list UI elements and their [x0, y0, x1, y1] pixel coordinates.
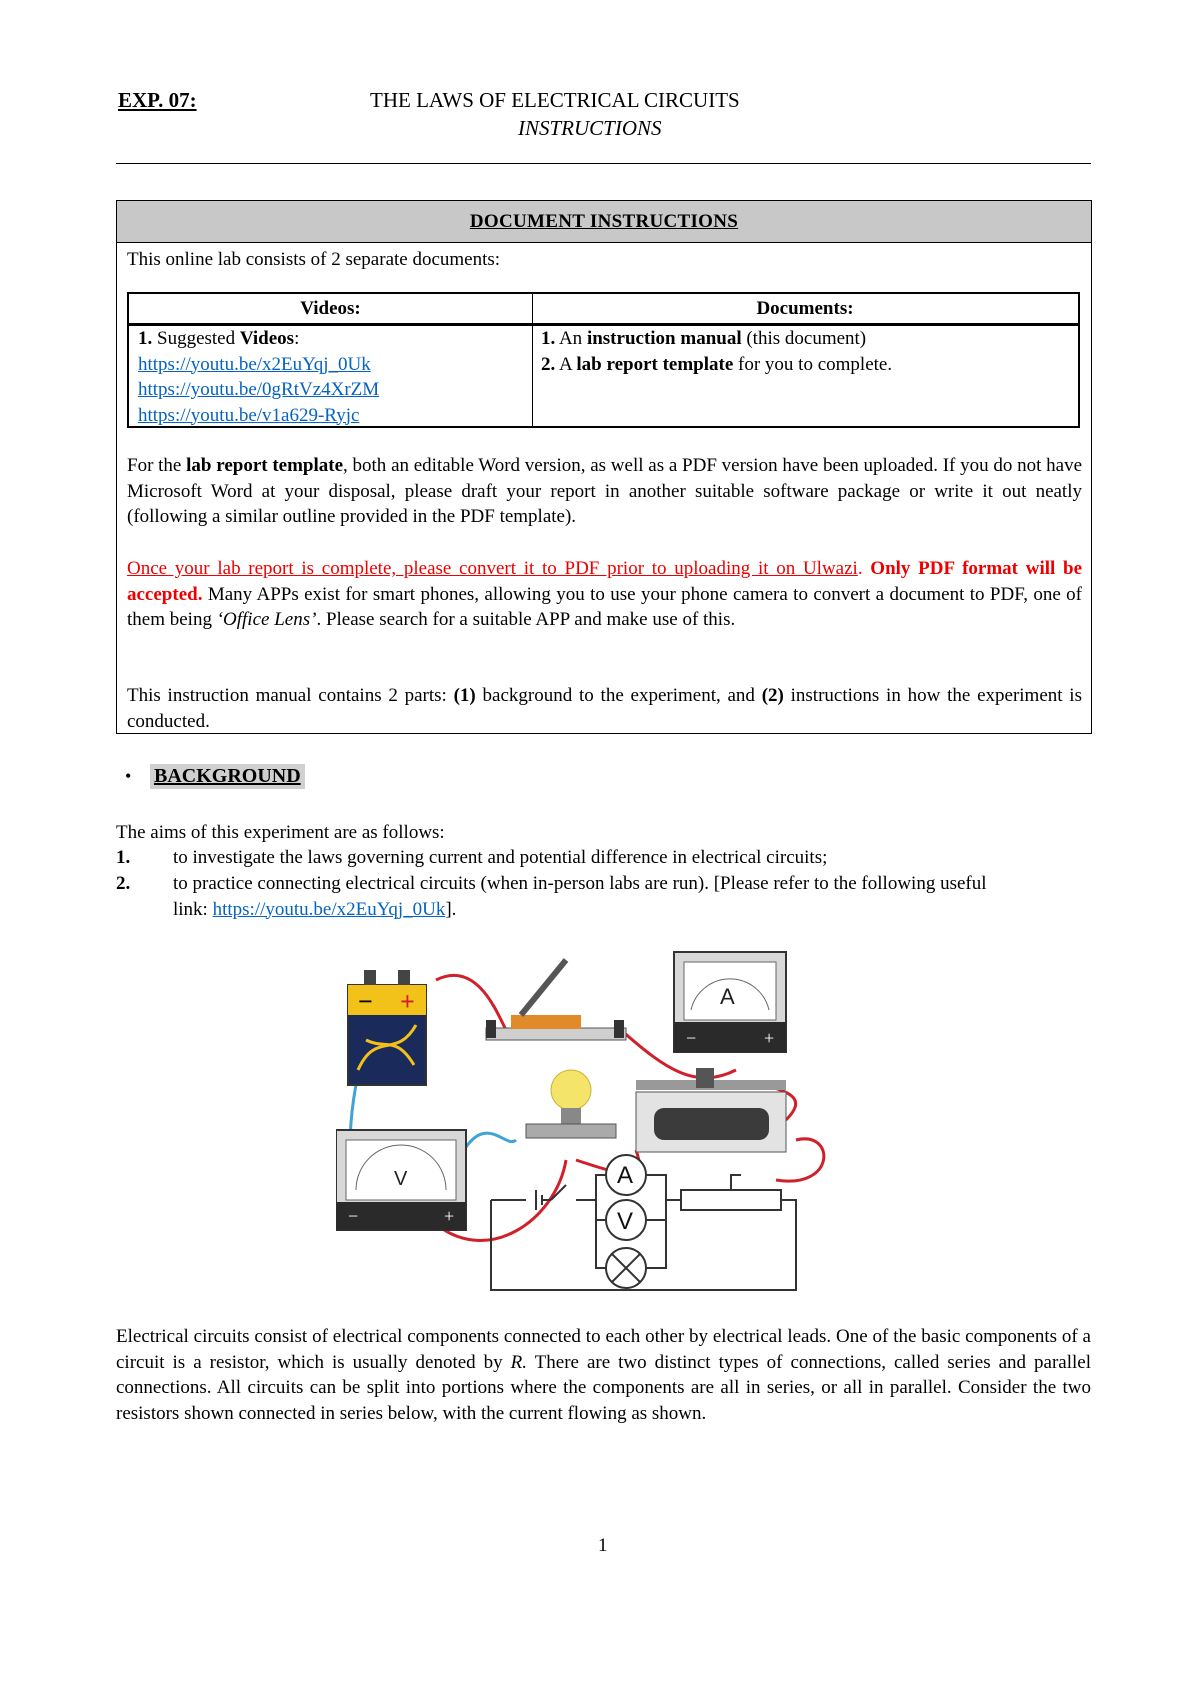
video-link-1[interactable]: https://youtu.be/x2EuYqj_0Uk: [138, 353, 371, 375]
page-title: THE LAWS OF ELECTRICAL CIRCUITS: [370, 88, 740, 112]
aims-intro: The aims of this experiment are as follows:: [116, 822, 445, 843]
circuits-body-paragraph: Electrical circuits consist of electrical components connected to each other by electrical leads. One of the basic components of a circuit is a resistor, which is usually denoted by R. There are two distinct types of connections, called series and parallel connections. All circuits can be split into portions where the components are all in series, or all in parallel. Consider the two resistors shown connected in series below, with the current flowing as shown.: [116, 1326, 1091, 1424]
svg-text:+: +: [764, 1028, 775, 1048]
experiment-number: EXP. 07:: [118, 88, 197, 112]
aim-1-text: to investigate the laws governing current and potential difference in electrical circuits;: [173, 847, 828, 868]
videos-label: 1. Suggested Videos:: [138, 328, 300, 349]
document-item-1: 1. An instruction manual (this document): [541, 328, 867, 349]
svg-text:−: −: [686, 1028, 697, 1048]
video-link-2[interactable]: https://youtu.be/0gRtVz4XrZM: [138, 379, 380, 400]
ammeter-icon: [674, 952, 786, 1052]
lab-report-paragraph: For the lab report template, both an editable Word version, as well as a PDF version have been uploaded. If you do not have Microsoft Word at your disposal, please draft your report in another suitable software package or write it out neatly (following a similar outline provided in the PDF template).: [127, 455, 1083, 527]
circuit-schematic: [491, 1155, 796, 1290]
bullet-icon: •: [125, 766, 132, 786]
documents-column-header: Documents:: [532, 294, 1078, 326]
pdf-only-notice: Only PDF format will be accepted.: [127, 558, 1082, 605]
table-column-divider: [532, 294, 533, 426]
bulb-icon: [526, 1070, 616, 1138]
videos-cell: [138, 326, 528, 428]
aim-1-number: 1.: [116, 847, 131, 868]
voltmeter-icon: [336, 1130, 466, 1230]
video-link-3[interactable]: https://youtu.be/v1a629-Ryjc: [138, 404, 360, 426]
battery-icon: [348, 970, 426, 1085]
pdf-conversion-paragraph: Once your lab report is complete, please convert it to PDF prior to uploading it on Ulwazi. Only PDF format will be accepted. Many APPs exist for smart phones, allowing you to use your phone camera to convert a document to PDF, one of them being ‘Office Lens’. Please search for a suitable APP and make use of this.: [127, 558, 1082, 630]
svg-text:A: A: [720, 984, 735, 1009]
document-instructions-box: [116, 200, 1092, 734]
videos-column-header: Videos:: [129, 294, 532, 326]
document-item-2: 2. A lab report template for you to complete.: [541, 353, 893, 375]
background-heading: BACKGROUND: [150, 764, 305, 789]
svg-text:+: +: [400, 987, 415, 1016]
documents-cell: [541, 326, 1071, 377]
svg-text:V: V: [394, 1168, 408, 1190]
switch-icon: [486, 960, 626, 1040]
header-divider: [116, 163, 1091, 164]
svg-text:V: V: [617, 1208, 634, 1235]
svg-text:−: −: [358, 987, 373, 1016]
svg-text:−: −: [348, 1206, 359, 1226]
svg-text:A: A: [617, 1162, 634, 1189]
resources-table: [127, 292, 1080, 428]
instructions-intro: This online lab consists of 2 separate documents:: [127, 249, 501, 270]
svg-text:+: +: [444, 1206, 455, 1226]
rheostat-icon: [636, 1068, 786, 1152]
manual-parts-paragraph: This instruction manual contains 2 parts: (1) background to the experiment, and (2) instructions in how the experiment is conducted.: [127, 685, 1082, 732]
document-instructions-heading: DOCUMENT INSTRUCTIONS: [117, 201, 1091, 243]
aim-2-text: to practice connecting electrical circuits (when in-person labs are run). [Please refer to the following useful link: https://youtu.be/x2EuYqj_0Uk].: [173, 873, 987, 920]
aim-2-link[interactable]: https://youtu.be/x2EuYqj_0Uk: [212, 898, 446, 920]
ulwazi-link[interactable]: Once your lab report is complete, please convert it to PDF prior to uploading it on Ulwazi: [127, 558, 858, 579]
circuit-illustration: [336, 950, 876, 1322]
aim-2-number: 2.: [116, 873, 131, 894]
page-number: 1: [598, 1535, 608, 1556]
page-subtitle: INSTRUCTIONS: [518, 116, 662, 140]
